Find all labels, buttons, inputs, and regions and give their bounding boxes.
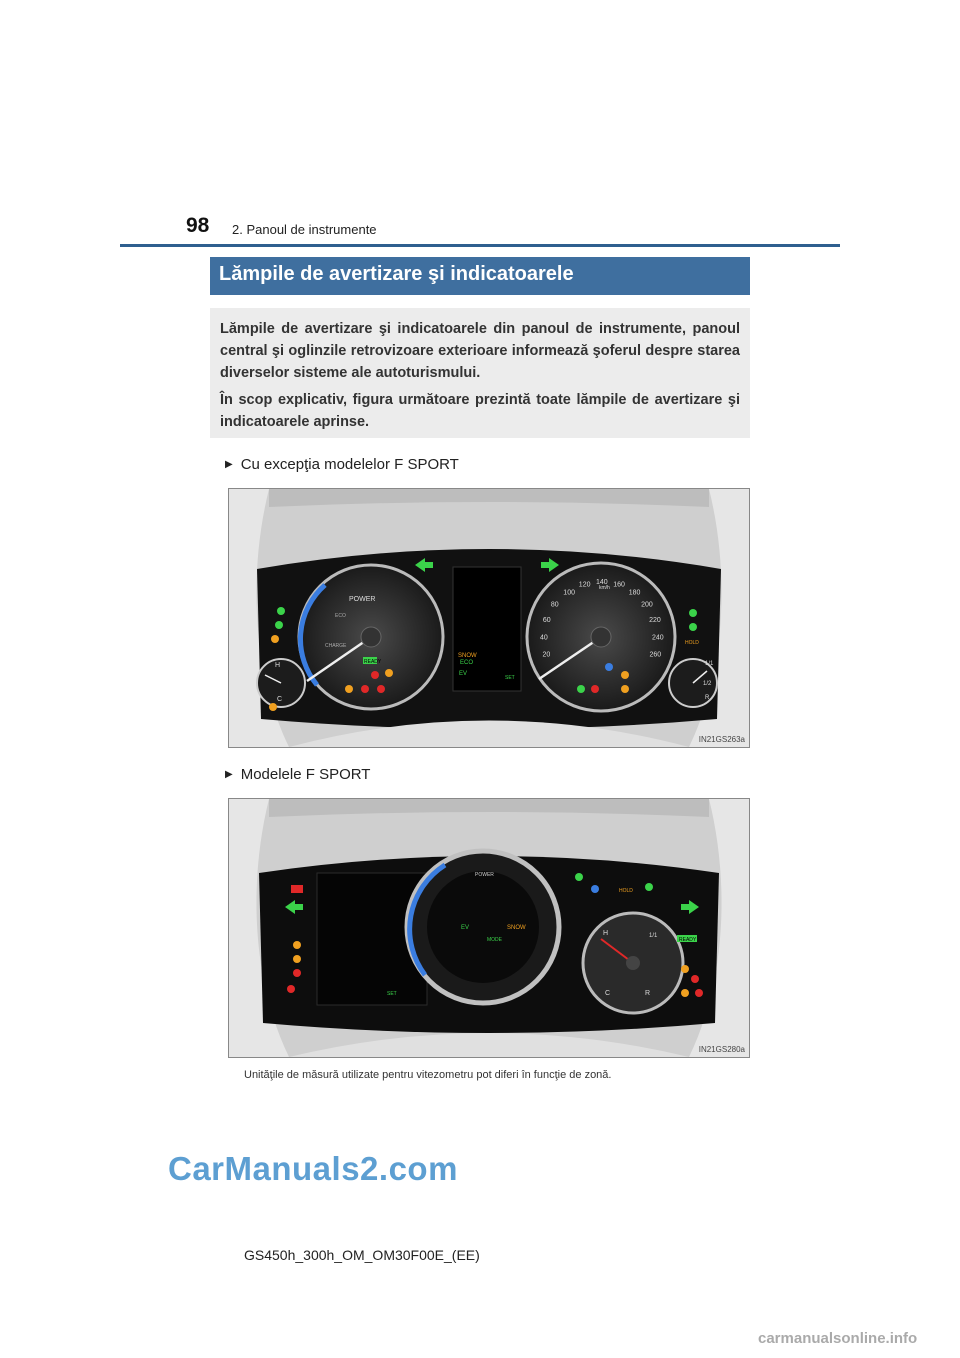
indicator-light	[293, 941, 301, 949]
warning-light	[377, 685, 385, 693]
indicator-light	[275, 621, 283, 629]
ev-label: EV	[459, 671, 468, 677]
section-title: Lămpile de avertizare şi indicatoarele	[210, 257, 750, 295]
power-label: POWER	[349, 596, 376, 603]
page-number: 98	[186, 214, 210, 237]
warning-light	[361, 685, 369, 693]
r-label: R	[645, 990, 651, 997]
cluster-illustration-1	[229, 489, 749, 747]
high-beam-indicator	[591, 885, 599, 893]
snow-label: SNOW	[507, 925, 526, 931]
figure-2-caption-text: Modelele F SPORT	[240, 766, 371, 783]
speed-tick-label: 100	[563, 589, 575, 597]
figure-2-code: IN21GS280a	[698, 1045, 745, 1054]
warning-light	[695, 989, 703, 997]
chapter-title: 2. Panoul de instrumente	[232, 222, 377, 237]
speed-tick-label: 80	[550, 601, 559, 609]
temp-c-label: C	[605, 990, 611, 997]
set-label: SET	[505, 675, 515, 681]
speed-tick-label: 200	[641, 601, 653, 609]
charging-warning	[291, 885, 303, 893]
indicator-light	[681, 989, 689, 997]
figure-1-caption-text: Cu excepţia modelelor F SPORT	[240, 456, 459, 473]
mode-label: MODE	[487, 937, 502, 943]
snow-label: SNOW	[458, 653, 477, 659]
indicator-light	[577, 685, 585, 693]
intro-paragraph-2: În scop explicativ, figura următoare prezintă toate lămpile de avertizare şi indicatoarele aprinse.	[220, 392, 740, 430]
indicator-light	[575, 873, 583, 881]
warning-light	[385, 669, 393, 677]
hold-label: HOLD	[685, 640, 699, 646]
speed-tick-label: 240	[652, 634, 664, 642]
fuel-full-label: 1/1	[649, 933, 658, 939]
eco-indicator-label: ECO	[460, 660, 474, 666]
intro-paragraph-1: Lămpile de avertizare şi indicatoarele din panoul de instrumente, panoul central şi oglinzile retrovizoare exterioare informează şoferul despre starea diverselor sisteme ale autoturismului.	[220, 321, 740, 381]
indicator-light	[645, 883, 653, 891]
speed-tick-label: 20	[542, 651, 551, 659]
cluster-illustration-2	[229, 799, 749, 1057]
ready-label: READY	[364, 659, 382, 665]
bsm-indicator	[277, 607, 285, 615]
speed-tick-label: 140	[596, 579, 608, 586]
ready-label: READY	[679, 937, 697, 943]
figure-2-caption	[225, 766, 370, 783]
kmh-label: km/h	[599, 585, 610, 591]
triangle-right-icon: ▶	[225, 769, 233, 780]
temp-h-label: H	[275, 662, 281, 669]
power-hub	[361, 627, 381, 647]
indicator-light	[269, 703, 277, 711]
watermark: CarManuals2.com	[168, 1150, 458, 1187]
high-beam-indicator	[605, 663, 613, 671]
warning-light	[287, 985, 295, 993]
speed-hub	[591, 627, 611, 647]
fuel-half-label: 1/2	[703, 681, 712, 687]
gauge-hub	[626, 956, 640, 970]
footer-doc-code: GS450h_300h_OM_OM30F00E_(EE)	[244, 1247, 480, 1263]
warning-light	[293, 969, 301, 977]
indicator-light	[271, 635, 279, 643]
set-label: SET	[387, 991, 397, 997]
site-mark: carmanualsonline.info	[758, 1330, 918, 1347]
eco-label: ECO	[335, 613, 346, 619]
speed-tick-label: 180	[628, 589, 641, 597]
hold-label: HOLD	[619, 888, 633, 894]
figure-1-code: IN21GS263a	[698, 735, 745, 744]
speed-tick-label: 40	[540, 634, 548, 642]
temp-h-label: H	[603, 930, 609, 937]
indicator-light	[681, 965, 689, 973]
header-rule	[120, 244, 840, 247]
warning-light	[591, 685, 599, 693]
check-engine-light	[621, 671, 629, 679]
speed-tick-label: 60	[542, 617, 551, 625]
speed-tick-label: 160	[613, 581, 625, 589]
intro-box	[210, 308, 750, 438]
warning-light	[345, 685, 353, 693]
indicator-light	[293, 955, 301, 963]
speed-tick-label: 120	[578, 581, 591, 589]
charge-label: CHARGE	[325, 643, 347, 649]
speed-tick-label: 220	[649, 617, 661, 625]
indicator-light	[689, 609, 697, 617]
figure-standard-cluster	[228, 488, 750, 748]
speed-tick-label: 260	[649, 651, 662, 659]
figure-1-caption	[225, 456, 459, 473]
warning-light	[621, 685, 629, 693]
r-label: R	[705, 695, 710, 701]
warning-light	[691, 975, 699, 983]
triangle-right-icon: ▶	[225, 459, 233, 470]
power-label: POWER	[475, 872, 494, 878]
temp-c-label: C	[277, 696, 283, 703]
ev-label: EV	[461, 925, 470, 931]
indicator-light	[689, 623, 697, 631]
fuel-full-label: 1/1	[705, 661, 714, 667]
units-note: Unităţile de măsură utilizate pentru vitezometru pot diferi în funcţie de zonă.	[244, 1069, 612, 1081]
figure-fsport-cluster	[228, 798, 750, 1058]
warning-light	[371, 671, 379, 679]
